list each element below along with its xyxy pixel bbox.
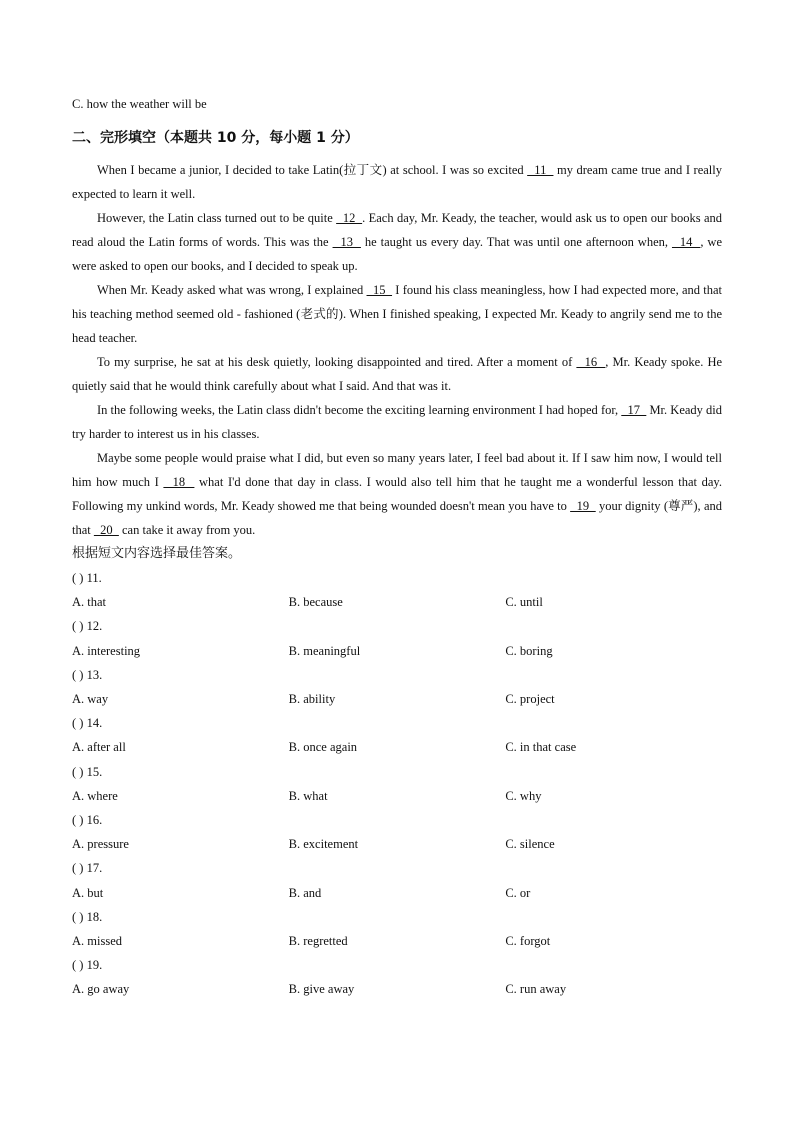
passage-paragraph: Maybe some people would praise what I did, but even so many years later, I feel bad about it. If I saw him now, I would tell him how much I 18 what I'd done that day in class. I would also tell him that he taught me a wonderful lesson that day. Following my unkind words, Mr. Keady showed me that being wounded doesn't mean you have to 19 your dignity (尊严), and that 20 can take it away from you. <box>72 451 722 537</box>
option-a: A. pressure <box>72 837 129 852</box>
question-label: ( ) 12. <box>72 619 103 634</box>
option-c: C. in that case <box>505 740 577 755</box>
previous-option-text: C. how the weather will be <box>72 97 207 111</box>
answer-options <box>72 735 722 759</box>
option-a: A. but <box>72 885 104 900</box>
answer-options <box>72 977 722 1001</box>
answer-options <box>72 590 722 614</box>
cloze-passage <box>72 158 722 542</box>
answer-options <box>72 881 722 905</box>
option-a: A. after all <box>72 740 126 755</box>
option-a: A. that <box>72 595 107 610</box>
option-c: C. why <box>505 788 542 803</box>
question-label: ( ) 16. <box>72 813 103 828</box>
blank-19: 19 <box>570 499 596 513</box>
answer-options <box>72 784 722 808</box>
answer-options <box>72 639 722 663</box>
option-b: B. once again <box>288 740 358 755</box>
blank-13: 13 <box>332 235 361 249</box>
question-label: ( ) 13. <box>72 667 103 682</box>
passage-paragraph: However, the Latin class turned out to be quite 12 . Each day, Mr. Keady, the teacher, would ask us to open our books and read aloud the Latin forms of words. This was the 13 he taught us every day. That was until one afternoon when, 14 , we were asked to open our books, and I decided to speak up. <box>72 211 723 273</box>
option-c: C. run away <box>505 982 567 997</box>
question-label: ( ) 18. <box>72 909 103 924</box>
blank-11: 11 <box>527 163 554 177</box>
blank-16: 16 <box>576 355 606 369</box>
option-b: B. excitement <box>288 837 359 852</box>
option-c: C. until <box>505 595 543 610</box>
answer-options <box>72 929 722 953</box>
blank-14: 14 <box>671 235 701 249</box>
answer-options <box>72 832 722 856</box>
blank-18: 18 <box>163 475 195 489</box>
option-a: A. go away <box>72 982 130 997</box>
option-b: B. give away <box>288 982 355 997</box>
option-a: A. way <box>72 692 109 707</box>
option-a: A. interesting <box>72 643 141 658</box>
passage-paragraph: To my surprise, he sat at his desk quietly, looking disappointed and tired. After a moment of 16 , Mr. Keady spoke. He quietly said that he would think carefully about what I said. And that was it. <box>72 355 723 393</box>
question-label: ( ) 19. <box>72 958 103 973</box>
blank-12: 12 <box>336 211 363 225</box>
question-label: ( ) 15. <box>72 764 103 779</box>
option-a: A. where <box>72 788 118 803</box>
blank-20: 20 <box>93 523 119 537</box>
question-label: ( ) 14. <box>72 716 103 731</box>
question-label: ( ) 11. <box>72 571 102 585</box>
passage-paragraph: When Mr. Keady asked what was wrong, I explained 15 I found his class meaningless, how I had expected more, and that his teaching method seemed old - fashioned (老式的). When I finished speaking, I expected Mr. Keady to angrily send me to the head teacher. <box>72 283 723 345</box>
option-c: C. project <box>505 692 555 707</box>
blank-15: 15 <box>366 283 393 297</box>
option-c: C. silence <box>505 837 555 852</box>
option-c: C. boring <box>505 643 553 658</box>
question-list <box>72 566 722 1002</box>
option-a: A. missed <box>72 934 122 949</box>
blank-17: 17 <box>621 403 647 417</box>
option-b: B. regretted <box>288 934 348 949</box>
section-title: 二、完形填空（本题共 10 分，每小题 1 分） <box>72 130 359 146</box>
option-b: B. and <box>288 885 322 900</box>
option-b: B. meaningful <box>288 643 361 658</box>
document-page <box>72 92 722 1002</box>
question-label: ( ) 17. <box>72 861 103 876</box>
answer-options <box>72 687 722 711</box>
option-c: C. or <box>505 885 531 900</box>
option-c: C. forgot <box>505 934 551 949</box>
option-b: B. ability <box>288 692 336 707</box>
option-b: B. what <box>288 788 328 803</box>
passage-paragraph: In the following weeks, the Latin class didn't become the exciting learning environment I had hoped for, 17 Mr. Keady did try harder to interest us in his classes. <box>72 403 723 441</box>
option-b: B. because <box>288 595 343 610</box>
instruction-text: 根据短文内容选择最佳答案。 <box>72 546 242 561</box>
passage-paragraph: When I became a junior, I decided to take Latin(拉丁文) at school. I was so excited 11 my dream came true and I really expected to learn it well. <box>72 163 722 201</box>
